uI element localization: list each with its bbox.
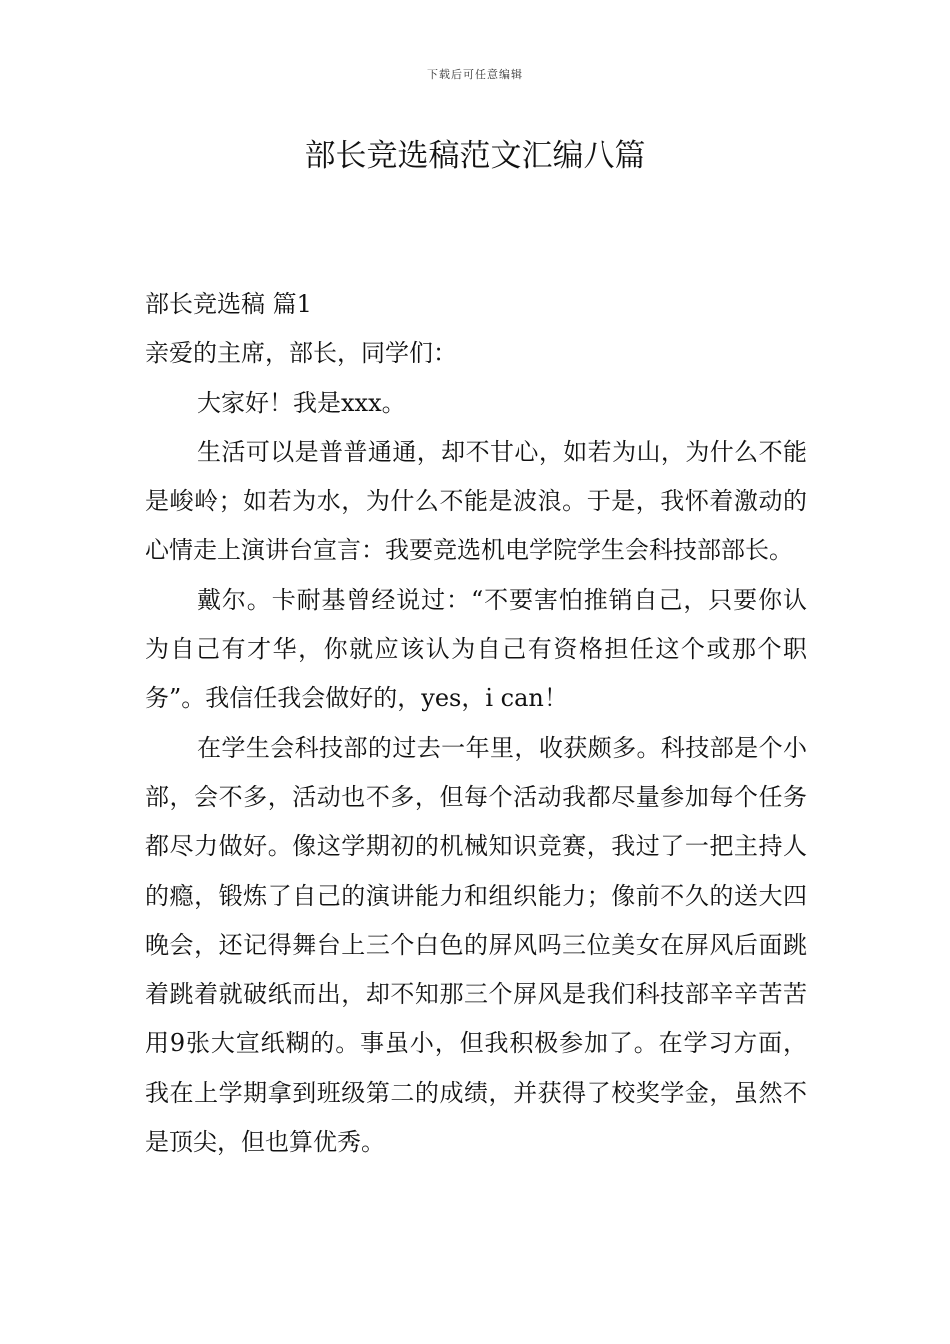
salutation: 亲爱的主席，部长，同学们： (145, 339, 457, 368)
document-body (145, 280, 807, 1167)
paragraph: 戴尔。卡耐基曾经说过：“不要害怕推销自己，只要你认为自己有才华，你就应该认为自己有资格担任这个或那个职务”。我信任我会做好的，yes，i can！ (145, 585, 807, 713)
header-note: 下载后可任意编辑 (427, 68, 523, 81)
paragraph: 大家好！我是xxx。 (197, 388, 406, 417)
paragraph: 在学生会科技部的过去一年里，收获颇多。科技部是个小部，会不多，活动也不多，但每个活动我都尽量参加每个任务都尽力做好。像这学期初的机械知识竞赛，我过了一把主持人的瘾，锻炼了自己的演讲能力和组织能力；像前不久的送大四晚会，还记得舞台上三个白色的屏风吗三位美女在屏风后面跳着跳着就破纸而出，却不知那三个屏风是我们科技部辛辛苦苦用9张大宣纸糊的。事虽小，但我积极参加了。在学习方面，我在上学期拿到班级第二的成绩，并获得了校奖学金，虽然不是顶尖，但也算优秀。 (145, 733, 807, 1157)
document-title: 部长竞选稿范文汇编八篇 (304, 138, 646, 174)
section-heading: 部长竞选稿 篇1 (145, 290, 312, 318)
paragraph: 生活可以是普普通通，却不甘心，如若为山，为什么不能是峻岭；如若为水，为什么不能是波浪。于是，我怀着激动的心情走上演讲台宣言：我要竞选机电学院学生会科技部部长。 (145, 437, 807, 565)
